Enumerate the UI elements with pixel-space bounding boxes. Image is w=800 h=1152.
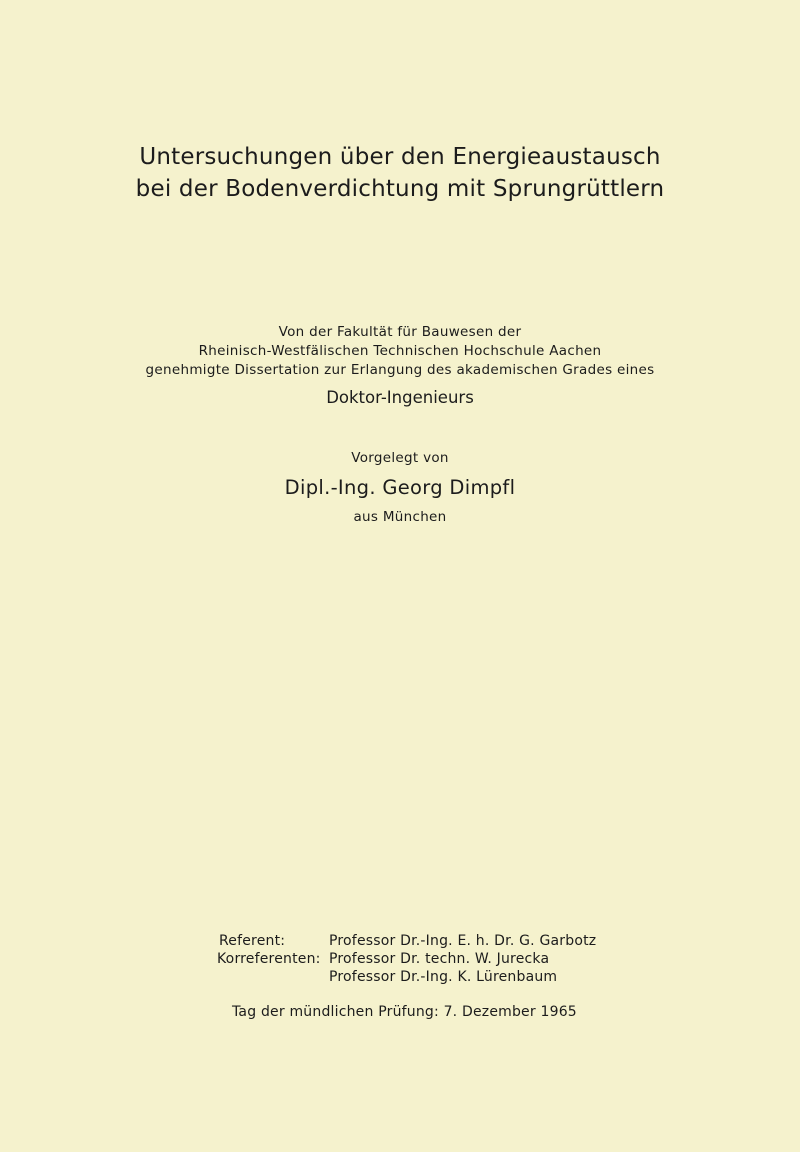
korreferent-name-2: Professor Dr.-Ing. K. Lürenbaum	[329, 969, 558, 985]
korreferenten-label: Korreferenten:	[217, 951, 321, 967]
presented-by: Vorgelegt von	[351, 450, 449, 466]
title-line-2: bei der Bodenverdichtung mit Sprungrüttlern	[135, 176, 665, 202]
referent-label: Referent:	[219, 933, 286, 949]
title-line-1: Untersuchungen über den Energieaustausch	[139, 144, 661, 170]
author-origin: aus München	[353, 509, 447, 525]
exam-date: Tag der mündlichen Prüfung: 7. Dezember 1965	[232, 1004, 577, 1020]
author-name: Dipl.-Ing. Georg Dimpfl	[284, 476, 516, 499]
korreferent-name-1: Professor Dr. techn. W. Jurecka	[329, 951, 550, 967]
faculty-line: Von der Fakultät für Bauwesen der	[278, 324, 522, 340]
university-line: Rheinisch-Westfälischen Technischen Hochschule Aachen	[198, 343, 602, 359]
degree-title: Doktor-Ingenieurs	[326, 388, 474, 407]
referent-name: Professor Dr.-Ing. E. h. Dr. G. Garbotz	[329, 933, 597, 949]
dissertation-line: genehmigte Dissertation zur Erlangung des akademischen Grades eines	[145, 362, 655, 378]
